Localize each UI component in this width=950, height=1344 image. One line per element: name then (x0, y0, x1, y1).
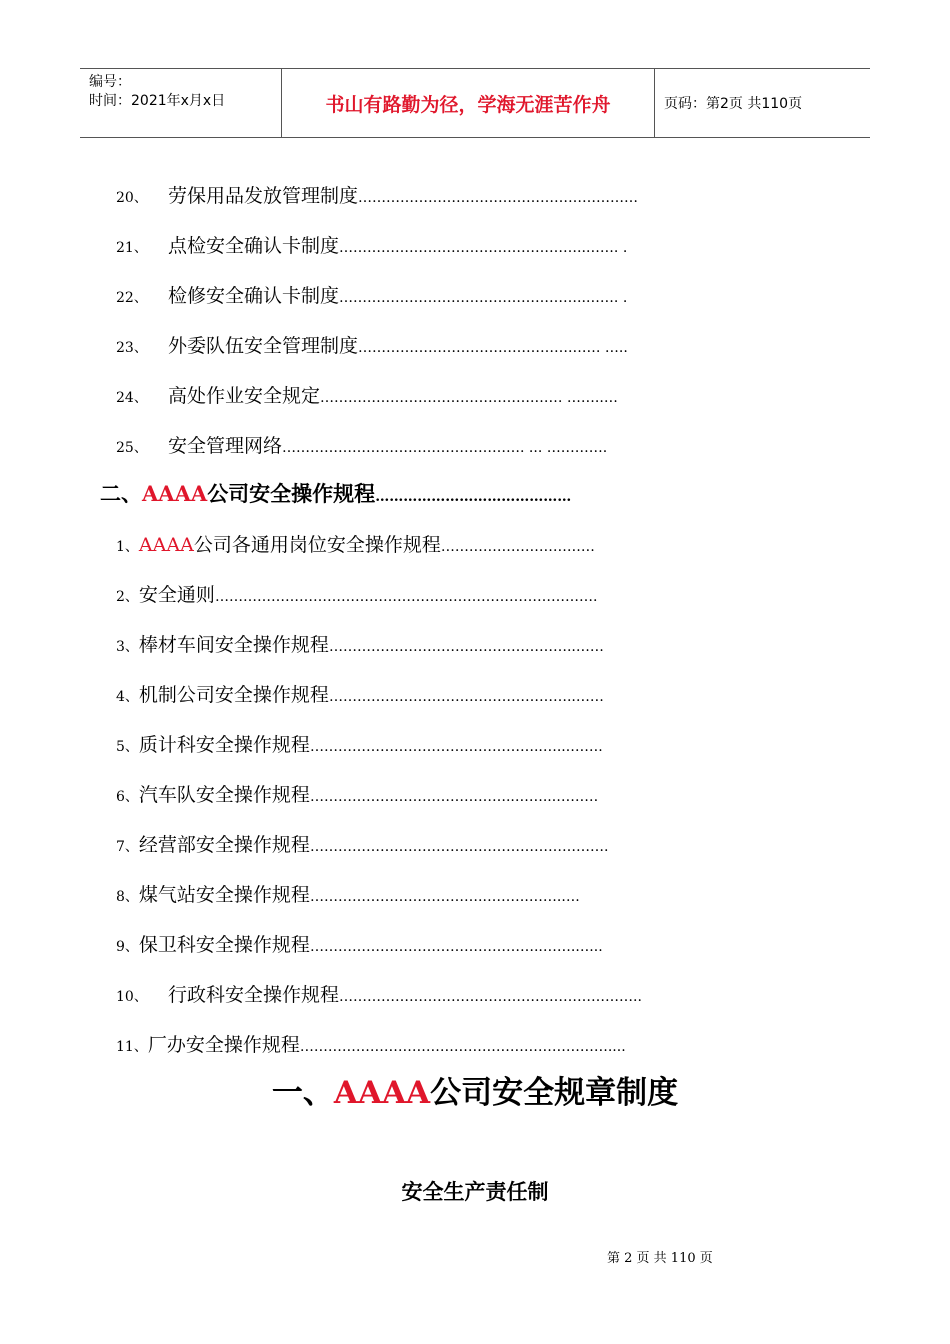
toc-title: 棒材车间安全操作规程 (138, 634, 329, 656)
toc-leader: …………………………………… (375, 489, 572, 505)
toc-leader: ……………………………………………..…… (328, 639, 604, 655)
toc-number: 10、 (116, 989, 148, 1005)
toc-title: 安全管理网络 (168, 435, 283, 457)
toc-number: 3、 (116, 639, 139, 655)
company-name: AAAA (138, 534, 194, 556)
page-footer: 第 2 页 共 110 页 (607, 1251, 713, 1266)
toc-number: 8、 (116, 889, 139, 905)
toc-item (116, 930, 603, 956)
toc-title: 点检安全确认卡制度 (168, 235, 340, 257)
header-meta-cell (80, 69, 282, 137)
company-name: AAAA (142, 481, 208, 506)
toc-number: 25、 (116, 440, 148, 456)
section-heading (100, 478, 571, 508)
company-name: AAAA (333, 1075, 431, 1111)
toc-number: 22、 (116, 290, 148, 306)
toc-leader: ……………………………………………..……. . (339, 290, 628, 306)
toc-title: 检修安全确认卡制度 (168, 285, 340, 307)
toc-number: 23、 (116, 340, 148, 356)
toc-title: 煤气站安全操作规程 (138, 884, 310, 906)
toc-number: 20、 (116, 190, 148, 206)
toc-item (116, 830, 608, 856)
toc-title: 经营部安全操作规程 (138, 834, 310, 856)
toc-item (116, 231, 627, 257)
toc-item (116, 880, 580, 906)
toc-leader: ………………………………………………………. (309, 839, 609, 855)
toc-item (116, 980, 642, 1006)
toc-number: 1、 (116, 539, 139, 555)
toc-number: 6、 (116, 789, 139, 805)
toc-title: 高处作业安全规定 (168, 385, 321, 407)
toc-item (116, 331, 628, 357)
toc-item (116, 730, 603, 756)
chapter-prefix: 一、 (271, 1075, 334, 1111)
subsection-heading: 安全生产责任制 (401, 1180, 549, 1204)
toc-item (116, 181, 638, 207)
chapter-title: 公司安全规章制度 (430, 1075, 679, 1111)
toc-title: 公司各通用岗位安全操作规程 (193, 534, 441, 556)
toc-item (116, 281, 627, 307)
toc-item (116, 381, 618, 407)
toc-number: 2、 (116, 589, 139, 605)
toc-title: 厂办安全操作规程 (147, 1034, 300, 1056)
toc-item (116, 680, 604, 706)
toc-item (116, 780, 598, 806)
header-motto: 书山有路勤为径，学海无涯苦作舟 (282, 69, 655, 137)
toc-leader: ……………………………………………………….. (339, 989, 642, 1005)
toc-number: 5、 (116, 739, 139, 755)
section-title: 公司安全操作规程 (207, 481, 376, 506)
toc-number: 24、 (116, 390, 148, 406)
toc-title: 质计科安全操作规程 (138, 734, 310, 756)
toc-leader: ……………………………….……….…….…. (309, 889, 580, 905)
toc-title: 安全通则 (138, 584, 215, 606)
toc-title: 行政科安全操作规程 (168, 984, 340, 1006)
page-header (80, 68, 870, 138)
toc-leader: ……………………………………………..……. . (339, 240, 628, 256)
toc-number: 9、 (116, 939, 139, 955)
toc-item (116, 431, 607, 457)
toc-leader: ………………………………………………………….... (299, 1039, 626, 1055)
toc-leader: ……………………………………..……...……… (309, 789, 599, 805)
chapter-heading (0, 1067, 950, 1112)
toc-leader: …………………………………………..…...……. (309, 739, 603, 755)
header-page-info: 页码：第2页 共110页 (664, 96, 803, 112)
toc-item (116, 580, 597, 606)
toc-title: 汽车队安全操作规程 (138, 784, 310, 806)
toc-leader: ……………………………………….…… ……..… (320, 390, 618, 406)
toc-leader: …………………………… (440, 539, 595, 555)
toc-title: 机制公司安全操作规程 (138, 684, 329, 706)
code-label: 编号： (89, 74, 131, 90)
toc-title: 劳保用品发放管理制度 (168, 185, 359, 207)
toc-number: 4、 (116, 689, 139, 705)
toc-number: 11、 (116, 1039, 148, 1055)
toc-title: 外委队伍安全管理制度 (168, 335, 359, 357)
toc-item (116, 1030, 626, 1056)
section-prefix: 二、 (100, 481, 142, 506)
toc-leader: ……………………………………….…… ….. (358, 340, 628, 356)
toc-item (116, 630, 604, 656)
time-label: 时间：2021年x月x日 (89, 93, 226, 109)
toc-leader: ………………………………………………………………………. (214, 589, 598, 605)
toc-leader: ……………………………………………..…… (328, 689, 604, 705)
toc-leader: …………………………………………..…….…... (309, 939, 603, 955)
toc-title: 保卫科安全操作规程 (138, 934, 310, 956)
toc-number: 7、 (116, 839, 139, 855)
toc-number: 21、 (116, 240, 148, 256)
toc-leader: …………………………………………………… (358, 190, 639, 206)
toc-item (116, 530, 595, 556)
toc-leader: ……………………………………………. ... …………. (282, 440, 608, 456)
